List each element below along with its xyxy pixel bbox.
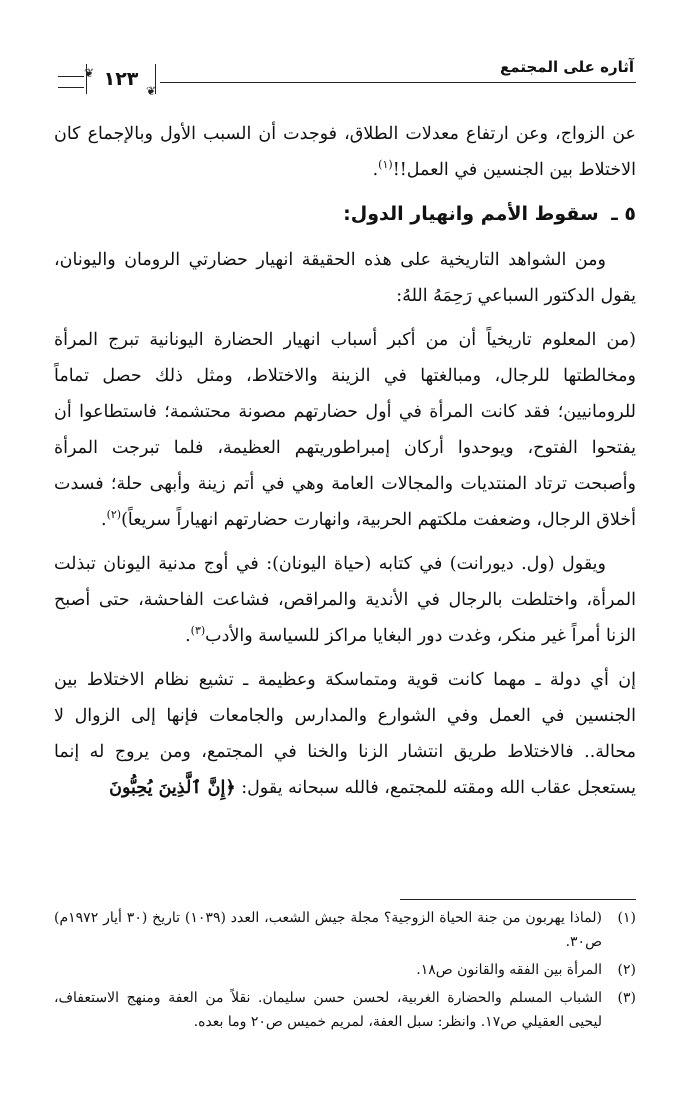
quotation-paragraph	[54, 322, 636, 538]
footnotes	[54, 906, 636, 1038]
footnote	[54, 986, 636, 1034]
page-number-box	[86, 64, 156, 94]
paragraph-text: عن الزواج، وعن ارتفاع معدلات الطلاق، فوجدت أن السبب الأول وبالإجماع كان الاختلاط بين الجنسين في العمل!!	[54, 124, 636, 180]
paragraph-end: .	[372, 160, 379, 180]
paragraph-text: (من المعلوم تاريخياً أن من أكبر أسباب انهيار الحضارة اليونانية تبرج المرأة ومخالطتها للرجال، ومبالغتها في الزينة والاختلاط، ومثل ذلك حصل تماماً للرومانيين؛ فقد كانت المرأة في أول حضارتهم مصونة محتشمة؛ فاستطاعوا أن يفتحوا الفتوح، ويوحدوا أركان إمبراطوريتهم العظيمة، فلما تبرجت المرأة وأصبحت ترتاد المنتديات والمجالات العامة وهي في أتم زينة وأبهى حلة؛ فسدت أخلاق الرجال، وضعفت ملكتهم الحربية، وانهارت حضارتهم انهياراً سريعاً)	[54, 330, 636, 530]
paragraph	[54, 546, 636, 654]
footnote-marker: (٢)	[617, 962, 636, 978]
footnote-ref[interactable]: (٢)	[106, 508, 122, 522]
footnote-ref[interactable]: (٣)	[190, 624, 206, 638]
footnote-ref[interactable]: (١)	[378, 158, 393, 172]
footnote-rule	[400, 899, 636, 900]
body-text	[54, 116, 636, 814]
footnote-text: الشباب المسلم والحضارة الغربية، لحسن حسن سليمان. نقلاً من العفة ومنهج الاستعفاف، ليحيى العقيلي ص١٧. وانظر: سبل العفة، لمريم خميس ص٢٠ وما بعده.	[54, 990, 602, 1030]
section-title: سقوط الأمم وانهيار الدول:	[343, 203, 599, 225]
paragraph-text: ويقول (ول. ديورانت) في كتابه (حياة اليونان): في أوج مدنية اليونان تبذلت المرأة، واختلطت بالرجال في الأندية والمراقص، فشاعت الفاحشة، حتى أصبح الزنا أمراً غير منكر، وغدت دور البغايا مراكز للسياسة والأدب	[54, 554, 636, 646]
paragraph-end: .	[185, 626, 191, 646]
footnote-marker: (١)	[617, 910, 636, 926]
footnote	[54, 958, 636, 982]
page-number: ١٢٣	[103, 67, 139, 90]
section-number: ٥ ـ	[611, 203, 636, 225]
leaf-ornament-icon: ❦	[146, 84, 157, 98]
footnote	[54, 906, 636, 954]
paragraph-end: .	[101, 510, 107, 530]
footnote-text: (لماذا يهربون من جنة الحياة الزوجية؟ مجلة جيش الشعب، العدد (١٠٣٩) تاريخ (٣٠ أيار ١٩٧٢م) ص٣٠.	[54, 910, 602, 950]
header-ornament-lines	[58, 76, 84, 88]
paragraph-text: إن أي دولة ـ مهما كانت قوية ومتماسكة وعظيمة ـ تشيع نظام الاختلاط بين الجنسين في العمل وفي الشوارع والمدارس والجامعات فإنها إلى الزوال لا محالة.. فالاختلاط طريق انتشار الزنا والخنا في المجتمع، ومن يروج له إنما يستعجل عقاب الله ومقته للمجتمع، فالله سبحانه يقول:	[54, 670, 636, 798]
paragraph-text: ومن الشواهد التاريخية على هذه الحقيقة انهيار حضارتي الرومان واليونان، يقول الدكتور السباعي رَحِمَهُ اللهُ:	[54, 250, 636, 306]
paragraph	[54, 662, 636, 806]
paragraph	[54, 116, 636, 188]
leaf-ornament-icon: ❦	[84, 66, 95, 80]
paragraph	[54, 242, 636, 314]
running-header: آثاره على المجتمع	[500, 58, 634, 76]
footnote-text: المرأة بين الفقه والقانون ص١٨.	[416, 962, 602, 978]
header-rule	[160, 82, 636, 83]
footnote-marker: (٣)	[617, 990, 636, 1006]
section-heading	[54, 196, 636, 232]
quran-verse: ﴿إِنَّ ٱلَّذِينَ يُحِبُّونَ	[109, 778, 236, 798]
